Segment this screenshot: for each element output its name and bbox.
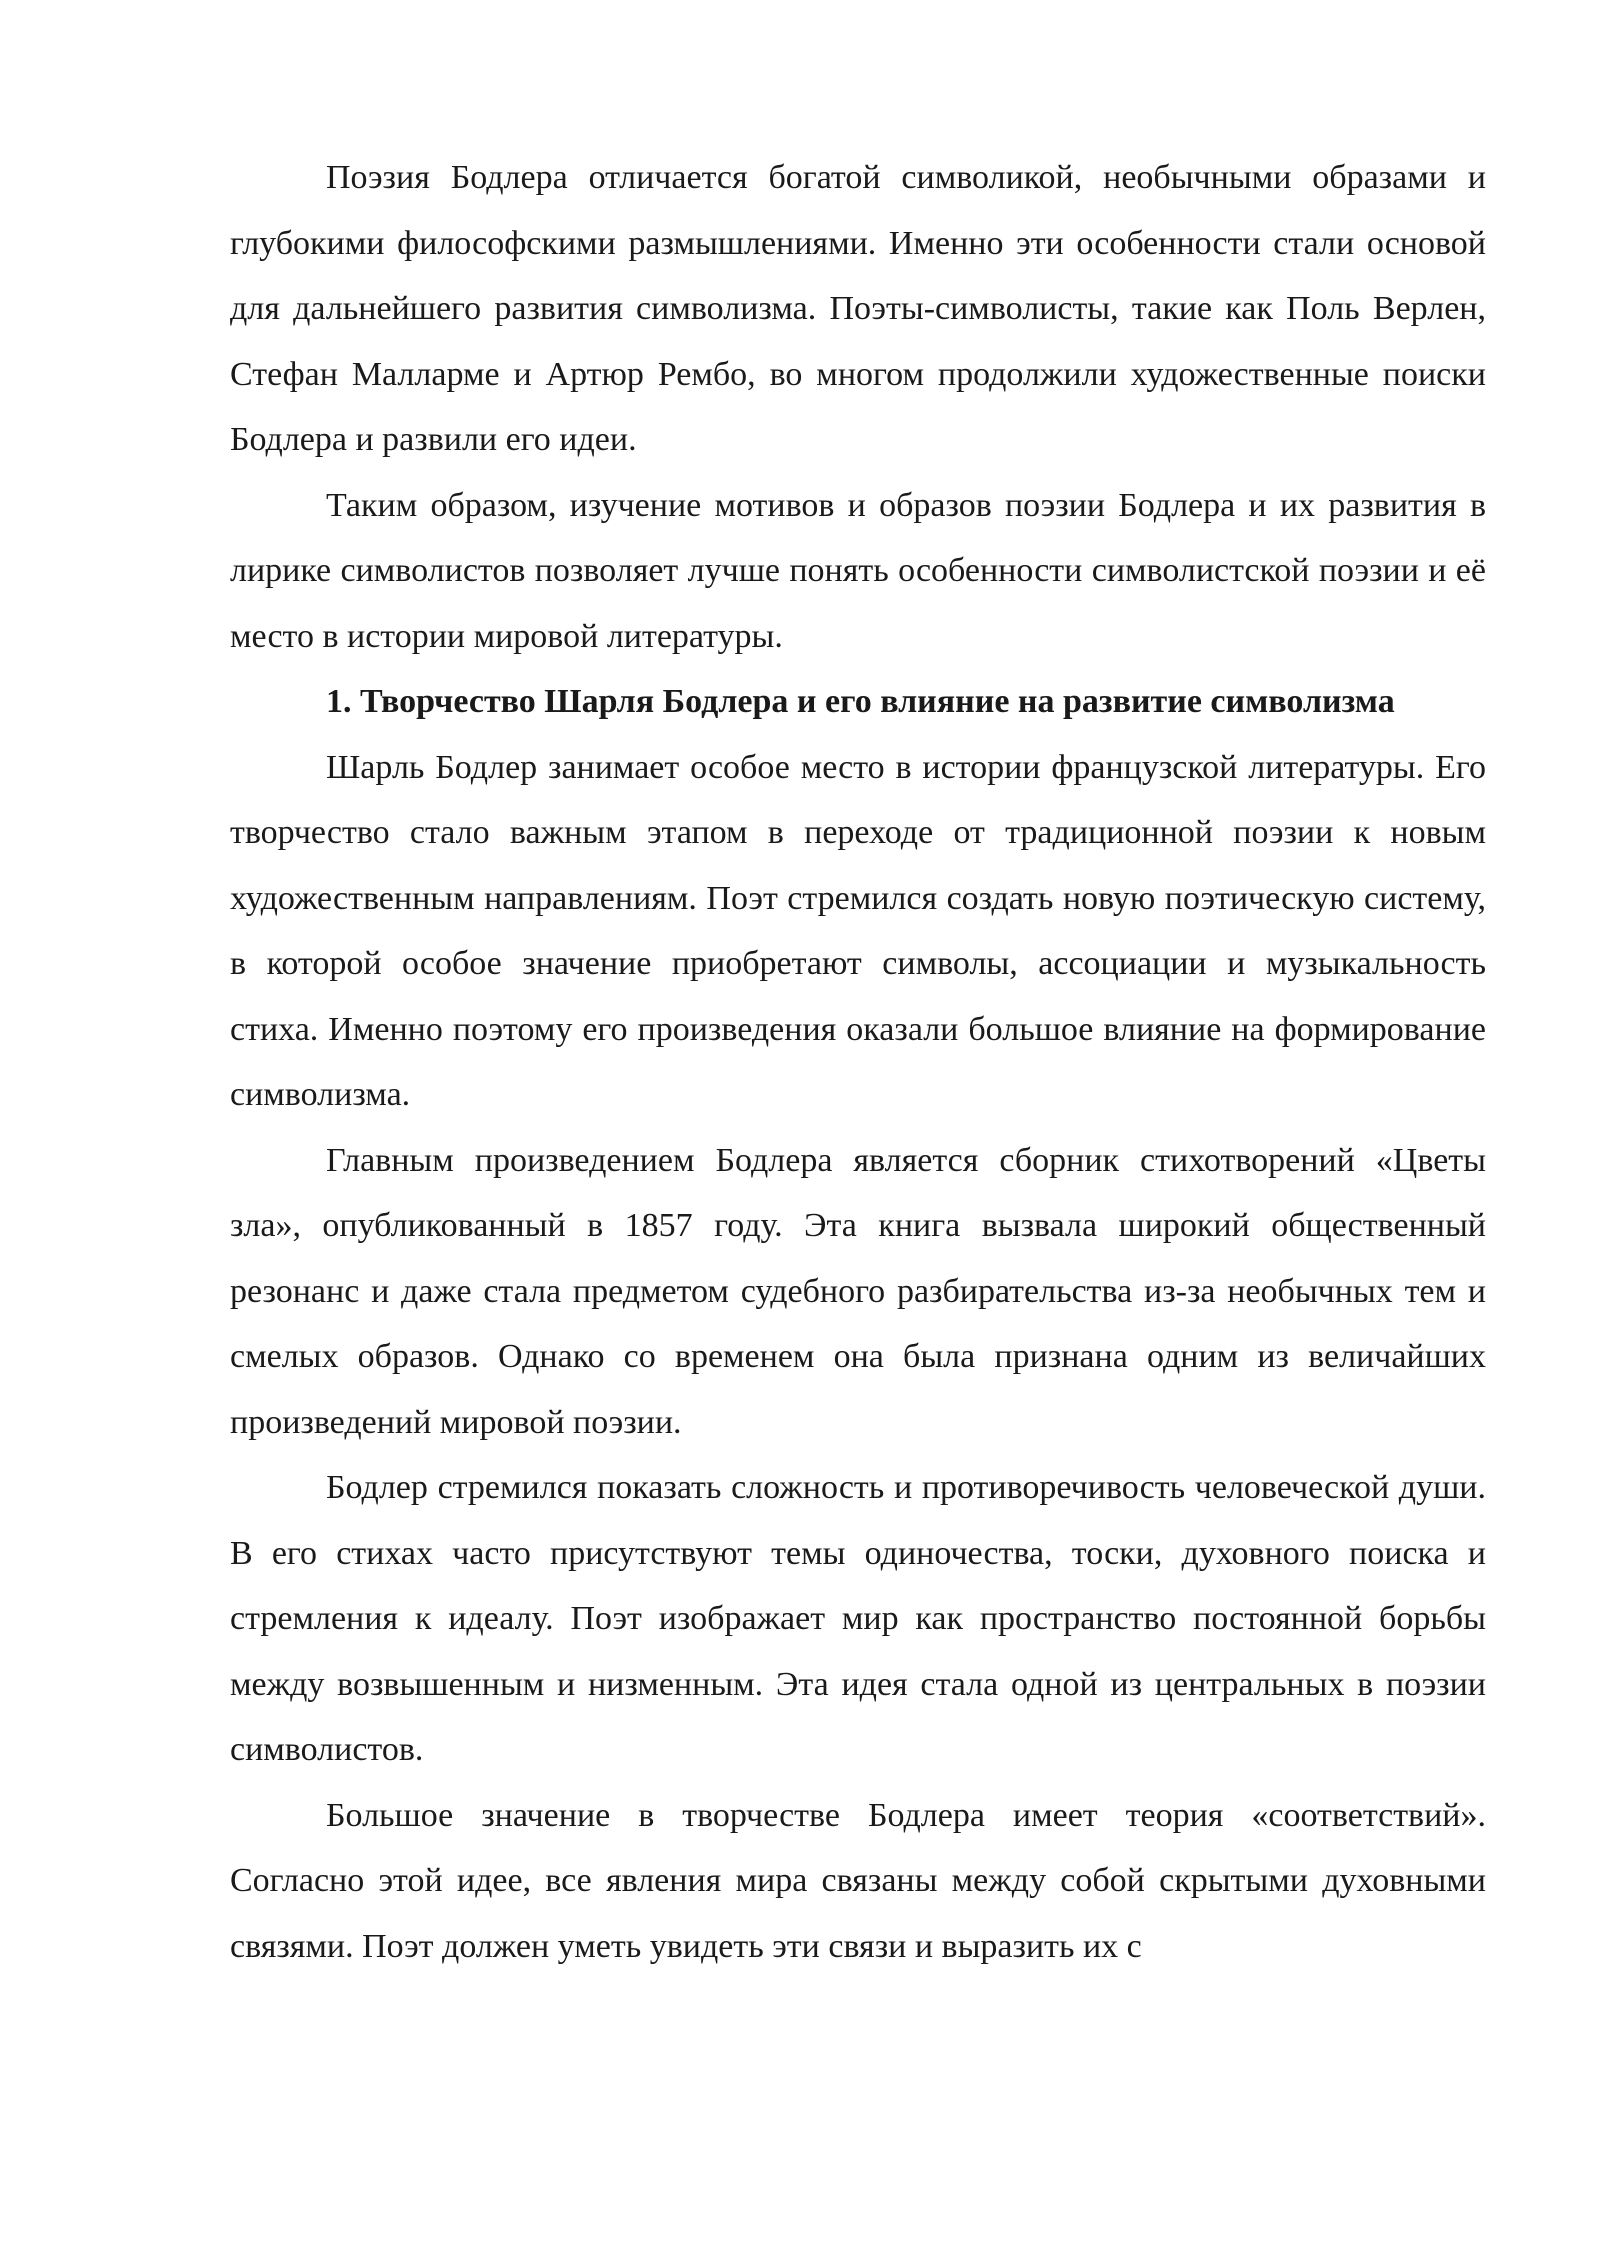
paragraph-section-4: Большое значение в творчестве Бодлера имеет теория «соответствий». Согласно этой идее, все явления мира связаны между собой скрытыми духовными связями. Поэт должен уметь увидеть эти связи и выразить их с [230, 1796, 1486, 1965]
paragraph-section-1: Шарль Бодлер занимает особое место в истории французской литературы. Его творчество стало важным этапом в переходе от традиционной поэзии к новым художественным направлениям. Поэт стремился создать новую поэтическую систему, в которой особое значение приобретают символы, ассоциации и музыкальность стиха. Именно поэтому его произведения оказали большое влияние на формирование символизма. [230, 748, 1486, 1113]
paragraph-intro-2: Таким образом, изучение мотивов и образов поэзии Бодлера и их развития в лирике символистов позволяет лучше понять особенности символистской поэзии и её место в истории мировой литературы. [230, 486, 1486, 655]
document-body [230, 145, 1486, 1979]
paragraph-section-2: Главным произведением Бодлера является сборник стихотворений «Цветы зла», опубликованный в 1857 году. Эта книга вызвала широкий общественный резонанс и даже стала предметом судебного разбирательства из-за необычных тем и смелых образов. Однако со временем она была признана одним из величайших произведений мировой поэзии. [230, 1141, 1486, 1441]
section-heading: 1. Творчество Шарля Бодлера и его влияние на развитие символизма [326, 683, 1395, 720]
paragraph-intro-1: Поэзия Бодлера отличается богатой символикой, необычными образами и глубокими философскими размышлениями. Именно эти особенности стали основой для дальнейшего развития символизма. Поэты-символисты, такие как Поль Верлен, Стефан Малларме и Артюр Рембо, во многом продолжили художественные поиски Бодлера и развили его идеи. [230, 159, 1486, 458]
paragraph-section-3: Бодлер стремился показать сложность и противоречивость человеческой души. В его стихах часто присутствуют темы одиночества, тоски, духовного поиска и стремления к идеалу. Поэт изображает мир как пространство постоянной борьбы между возвышенным и низменным. Эта идея стала одной из центральных в поэзии символистов. [230, 1469, 1486, 1768]
